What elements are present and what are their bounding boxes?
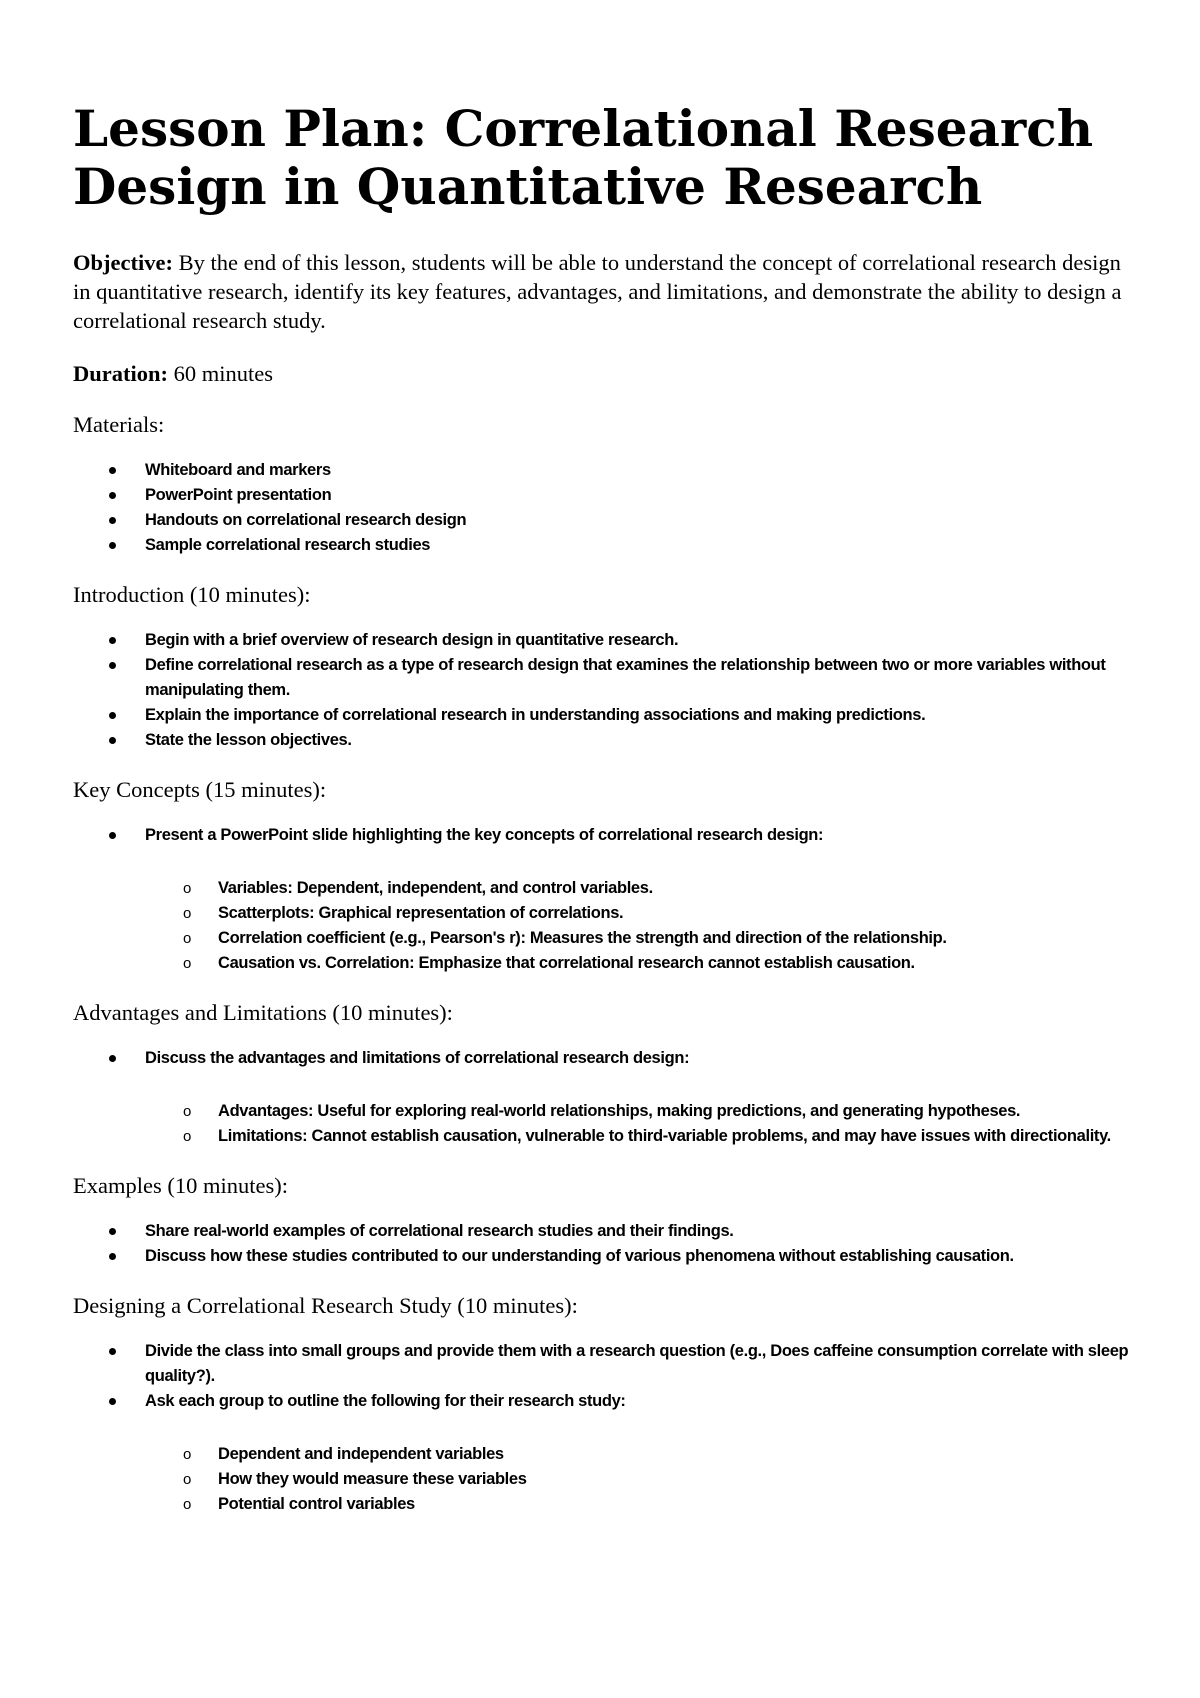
- duration-paragraph: [73, 359, 1143, 388]
- key-concepts-list: [73, 823, 1143, 848]
- sub-list-item: o Variables: Dependent, independent, and control variables.: [73, 876, 1143, 901]
- designing-sublist: [73, 1442, 1143, 1517]
- examples-list: [73, 1219, 1143, 1269]
- objective-text: By the end of this lesson, students will be able to understand the concept of correlational research design in quantitative research, identify its key features, advantages, and limitations, and demonstrate the ability to design a correlational research study.: [73, 250, 1122, 333]
- list-item: Discuss how these studies contributed to our understanding of various phenomena without establishing causation.: [73, 1244, 1143, 1269]
- designing-list: [73, 1339, 1143, 1414]
- materials-heading: Materials:: [73, 412, 165, 437]
- list-item: Whiteboard and markers: [73, 458, 1143, 483]
- list-item: PowerPoint presentation: [73, 483, 1143, 508]
- page-title: Lesson Plan: Correlational Research Design in Quantitative Research: [73, 99, 1094, 216]
- sub-list-item: o Dependent and independent variables: [73, 1442, 1143, 1467]
- list-item: Discuss the advantages and limitations of correlational research design:: [73, 1046, 1143, 1071]
- sub-list-item: o Correlation coefficient (e.g., Pearson's r): Measures the strength and direction of the relationship.: [73, 926, 1143, 951]
- introduction-list: [73, 628, 1143, 753]
- duration-label: Duration:: [73, 361, 168, 386]
- objective-paragraph: [73, 248, 1143, 335]
- key-concepts-heading: Key Concepts (15 minutes):: [73, 777, 327, 802]
- key-concepts-sublist: [73, 876, 1143, 976]
- list-item: Handouts on correlational research design: [73, 508, 1143, 533]
- list-item: Share real-world examples of correlational research studies and their findings.: [73, 1219, 1143, 1244]
- sub-list-item: o Causation vs. Correlation: Emphasize that correlational research cannot establish causation.: [73, 951, 1143, 976]
- objective-label: Objective:: [73, 250, 173, 275]
- document-page: [73, 0, 1143, 1517]
- list-item: Divide the class into small groups and provide them with a research question (e.g., Does caffeine consumption correlate with sleep quality?).: [73, 1339, 1143, 1389]
- list-item: Sample correlational research studies: [73, 533, 1143, 558]
- duration-text: 60 minutes: [168, 361, 273, 386]
- list-item: Explain the importance of correlational research in understanding associations and making predictions.: [73, 703, 1143, 728]
- list-item: Define correlational research as a type of research design that examines the relationship between two or more variables without manipulating them.: [73, 653, 1143, 703]
- materials-list: [73, 458, 1143, 558]
- designing-heading: Designing a Correlational Research Study (10 minutes):: [73, 1293, 578, 1318]
- sub-list-item: o Advantages: Useful for exploring real-world relationships, making predictions, and generating hypotheses.: [73, 1099, 1143, 1124]
- sub-list-item: o Limitations: Cannot establish causation, vulnerable to third-variable problems, and may have issues with directionality.: [73, 1124, 1143, 1149]
- advantages-sublist: [73, 1099, 1143, 1149]
- list-item: State the lesson objectives.: [73, 728, 1143, 753]
- list-item: Present a PowerPoint slide highlighting the key concepts of correlational research design:: [73, 823, 1143, 848]
- sub-list-item: o Scatterplots: Graphical representation of correlations.: [73, 901, 1143, 926]
- examples-heading: Examples (10 minutes):: [73, 1173, 288, 1198]
- advantages-heading: Advantages and Limitations (10 minutes):: [73, 1000, 453, 1025]
- sub-list-item: o Potential control variables: [73, 1492, 1143, 1517]
- list-item: Begin with a brief overview of research design in quantitative research.: [73, 628, 1143, 653]
- sub-list-item: o How they would measure these variables: [73, 1467, 1143, 1492]
- list-item: Ask each group to outline the following for their research study:: [73, 1389, 1143, 1414]
- advantages-list: [73, 1046, 1143, 1071]
- introduction-heading: Introduction (10 minutes):: [73, 582, 311, 607]
